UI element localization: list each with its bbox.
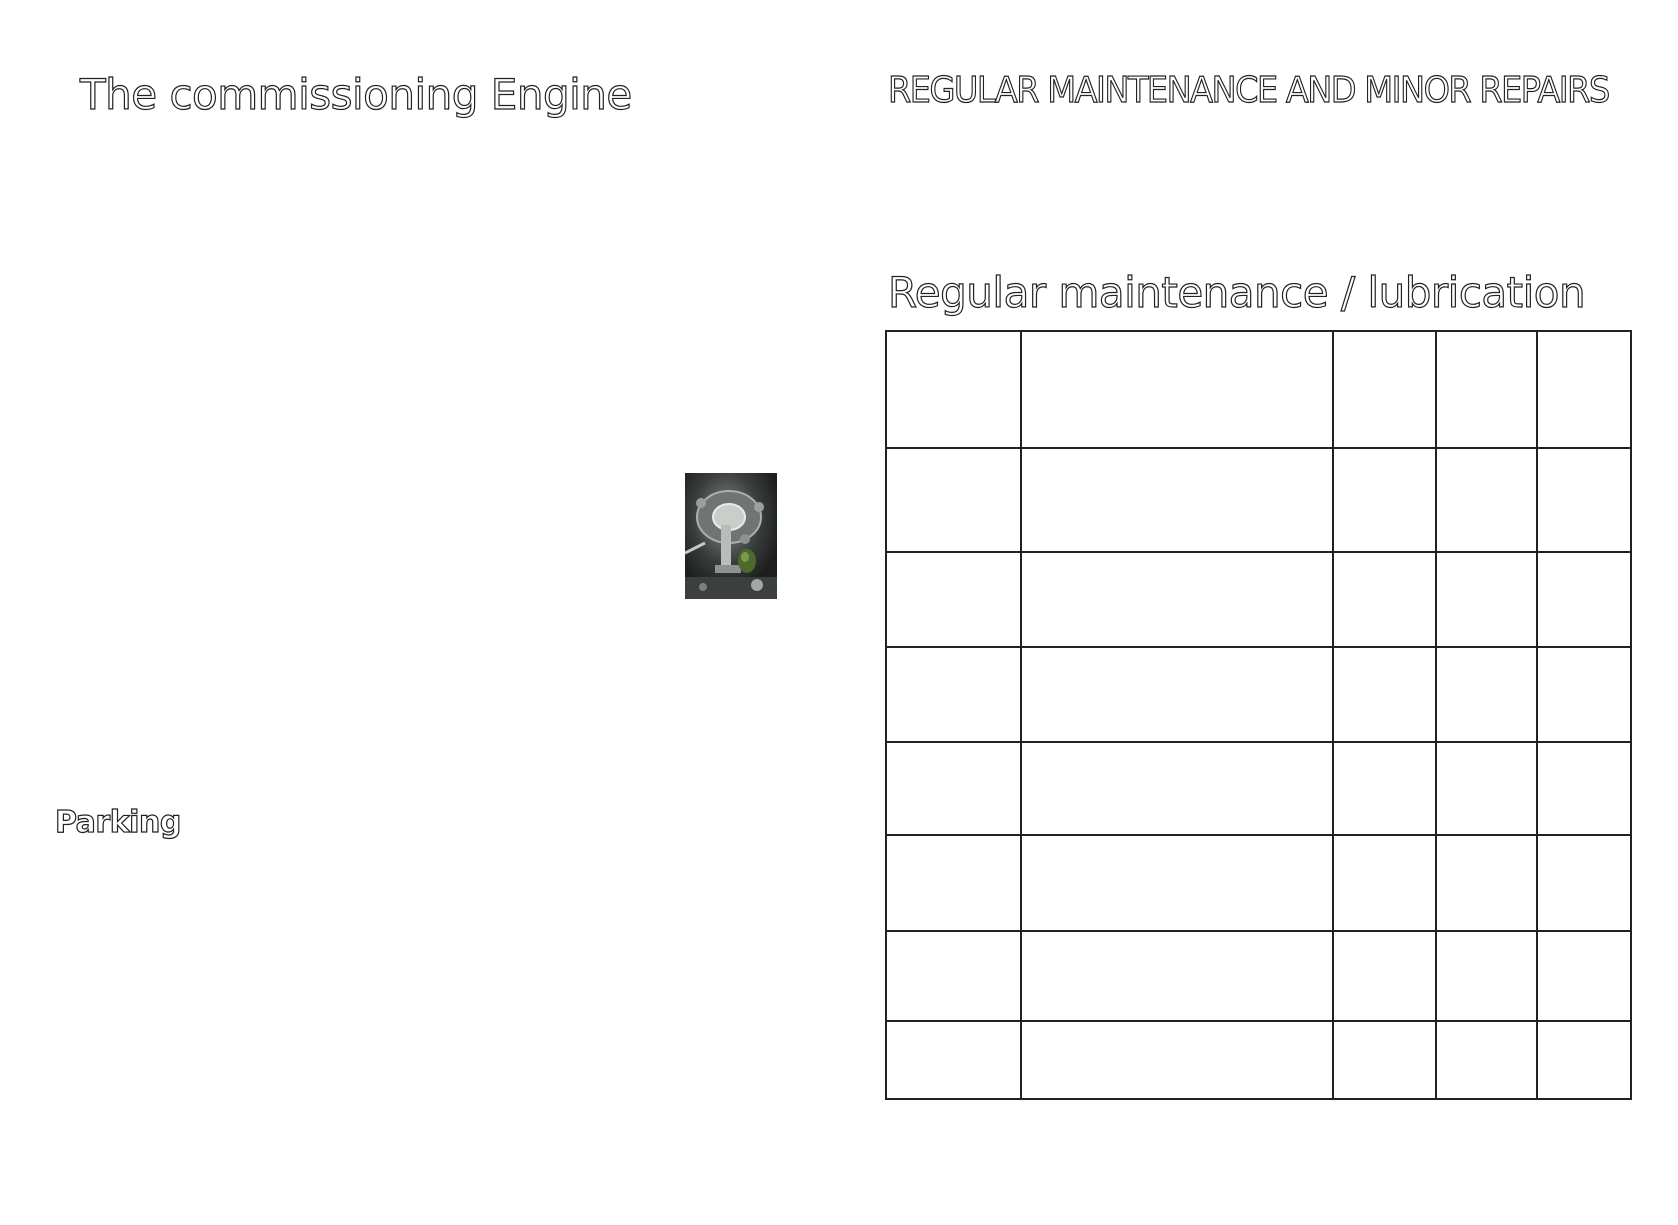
table-cell xyxy=(1537,448,1631,552)
table-cell xyxy=(1436,1021,1537,1099)
engine-part-photo xyxy=(685,473,777,599)
table-cell xyxy=(1537,552,1631,647)
table-cell xyxy=(1021,742,1333,835)
table-cell xyxy=(1537,835,1631,931)
table-cell xyxy=(1021,552,1333,647)
table-row xyxy=(886,448,1631,552)
table-cell xyxy=(1021,448,1333,552)
table-cell xyxy=(1333,835,1437,931)
parking-heading: Parking xyxy=(55,805,181,840)
table-cell xyxy=(1021,647,1333,742)
table-cell xyxy=(1436,448,1537,552)
maintenance-subtitle: Regular maintenance / lubrication xyxy=(888,268,1586,317)
table-row xyxy=(886,835,1631,931)
table-cell xyxy=(1436,647,1537,742)
table-cell xyxy=(1333,931,1437,1021)
table-cell xyxy=(1333,331,1437,448)
table-cell xyxy=(1537,742,1631,835)
table-cell xyxy=(886,448,1021,552)
table-cell xyxy=(1436,931,1537,1021)
table-cell xyxy=(1436,552,1537,647)
table-cell xyxy=(886,552,1021,647)
table-cell xyxy=(886,742,1021,835)
table-row xyxy=(886,552,1631,647)
table-cell xyxy=(1333,742,1437,835)
table-cell xyxy=(886,835,1021,931)
table-row xyxy=(886,1021,1631,1099)
table-row xyxy=(886,647,1631,742)
table-cell xyxy=(1436,331,1537,448)
table-cell xyxy=(886,331,1021,448)
table-cell xyxy=(1333,448,1437,552)
table-row xyxy=(886,931,1631,1021)
table-cell xyxy=(1333,552,1437,647)
table-cell xyxy=(1333,1021,1437,1099)
table-cell xyxy=(1537,931,1631,1021)
table-cell xyxy=(1436,742,1537,835)
table-row xyxy=(886,742,1631,835)
table-cell xyxy=(1537,331,1631,448)
table-cell xyxy=(1436,835,1537,931)
table-cell xyxy=(1333,647,1437,742)
table-cell xyxy=(1021,835,1333,931)
table-cell xyxy=(1021,931,1333,1021)
table-cell xyxy=(886,647,1021,742)
right-page-title: REGULAR MAINTENANCE AND MINOR REPAIRS xyxy=(888,70,1609,111)
table-cell xyxy=(886,1021,1021,1099)
table-cell xyxy=(886,931,1021,1021)
table-cell xyxy=(1021,331,1333,448)
table-cell xyxy=(1537,647,1631,742)
table-row xyxy=(886,331,1631,448)
table-cell xyxy=(1537,1021,1631,1099)
maintenance-table xyxy=(885,330,1632,1100)
table-cell xyxy=(1021,1021,1333,1099)
left-page-title: The commissioning Engine xyxy=(80,70,632,119)
